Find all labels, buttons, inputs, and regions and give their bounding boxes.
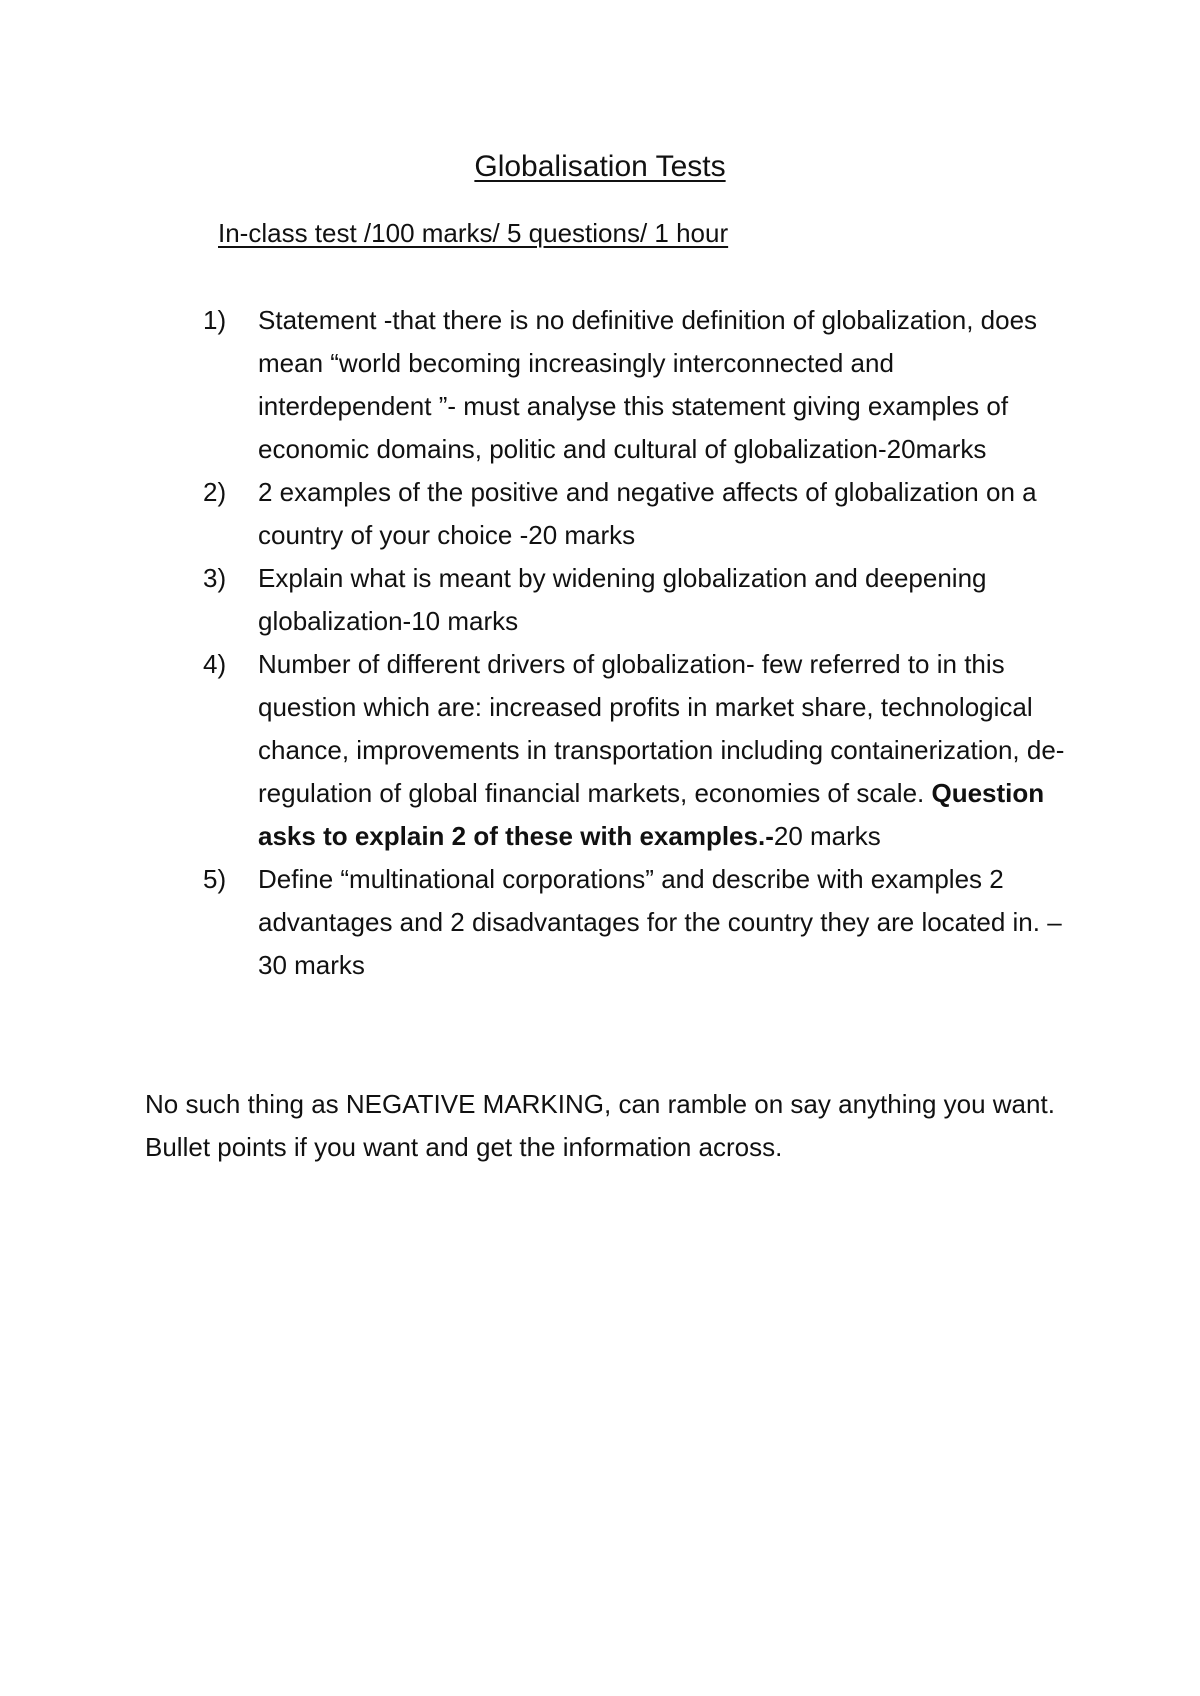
question-item-3 — [203, 557, 1073, 643]
question-marks: 20 marks — [773, 821, 881, 851]
question-item-4 — [203, 643, 1073, 858]
question-item-2 — [203, 471, 1073, 557]
question-text-plain: Number of different drivers of globalization- few referred to in this question which are: increased profits in market share, technological chance, improvements in transportation including containerization, de-regulation of global financial markets, economies of scale. — [258, 649, 1065, 808]
question-text: Statement -that there is no definitive definition of globalization, does mean “world becoming increasingly interconnected and interdependent ”- must analyse this statement giving examples of economic domains, politic and cultural of globalization-20marks — [258, 305, 1038, 464]
question-number: 3) — [203, 563, 227, 593]
question-text — [258, 649, 1064, 851]
question-text: Explain what is meant by widening globalization and deepening globalization-10 marks — [258, 563, 987, 636]
question-text: Define “multinational corporations” and describe with examples 2 advantages and 2 disadvantages for the country they are located in. – 30 marks — [258, 864, 1062, 980]
question-item-5 — [203, 858, 1073, 987]
document-title: Globalisation Tests — [474, 150, 726, 183]
question-number: 2) — [203, 477, 227, 507]
question-number: 1) — [203, 305, 227, 335]
question-list — [203, 299, 1073, 987]
question-text: 2 examples of the positive and negative affects of globalization on a country of your choice -20 marks — [258, 477, 1037, 550]
test-details-heading: In-class test /100 marks/ 5 questions/ 1 hour — [218, 218, 729, 248]
marking-note: No such thing as NEGATIVE MARKING, can ramble on say anything you want. Bullet points if you want and get the information across. — [145, 1089, 1055, 1162]
question-item-1 — [203, 299, 1073, 471]
question-text-emphasis: Question asks to explain 2 of these with examples.- — [258, 778, 1045, 851]
question-number: 5) — [203, 864, 227, 894]
question-number: 4) — [203, 649, 227, 679]
